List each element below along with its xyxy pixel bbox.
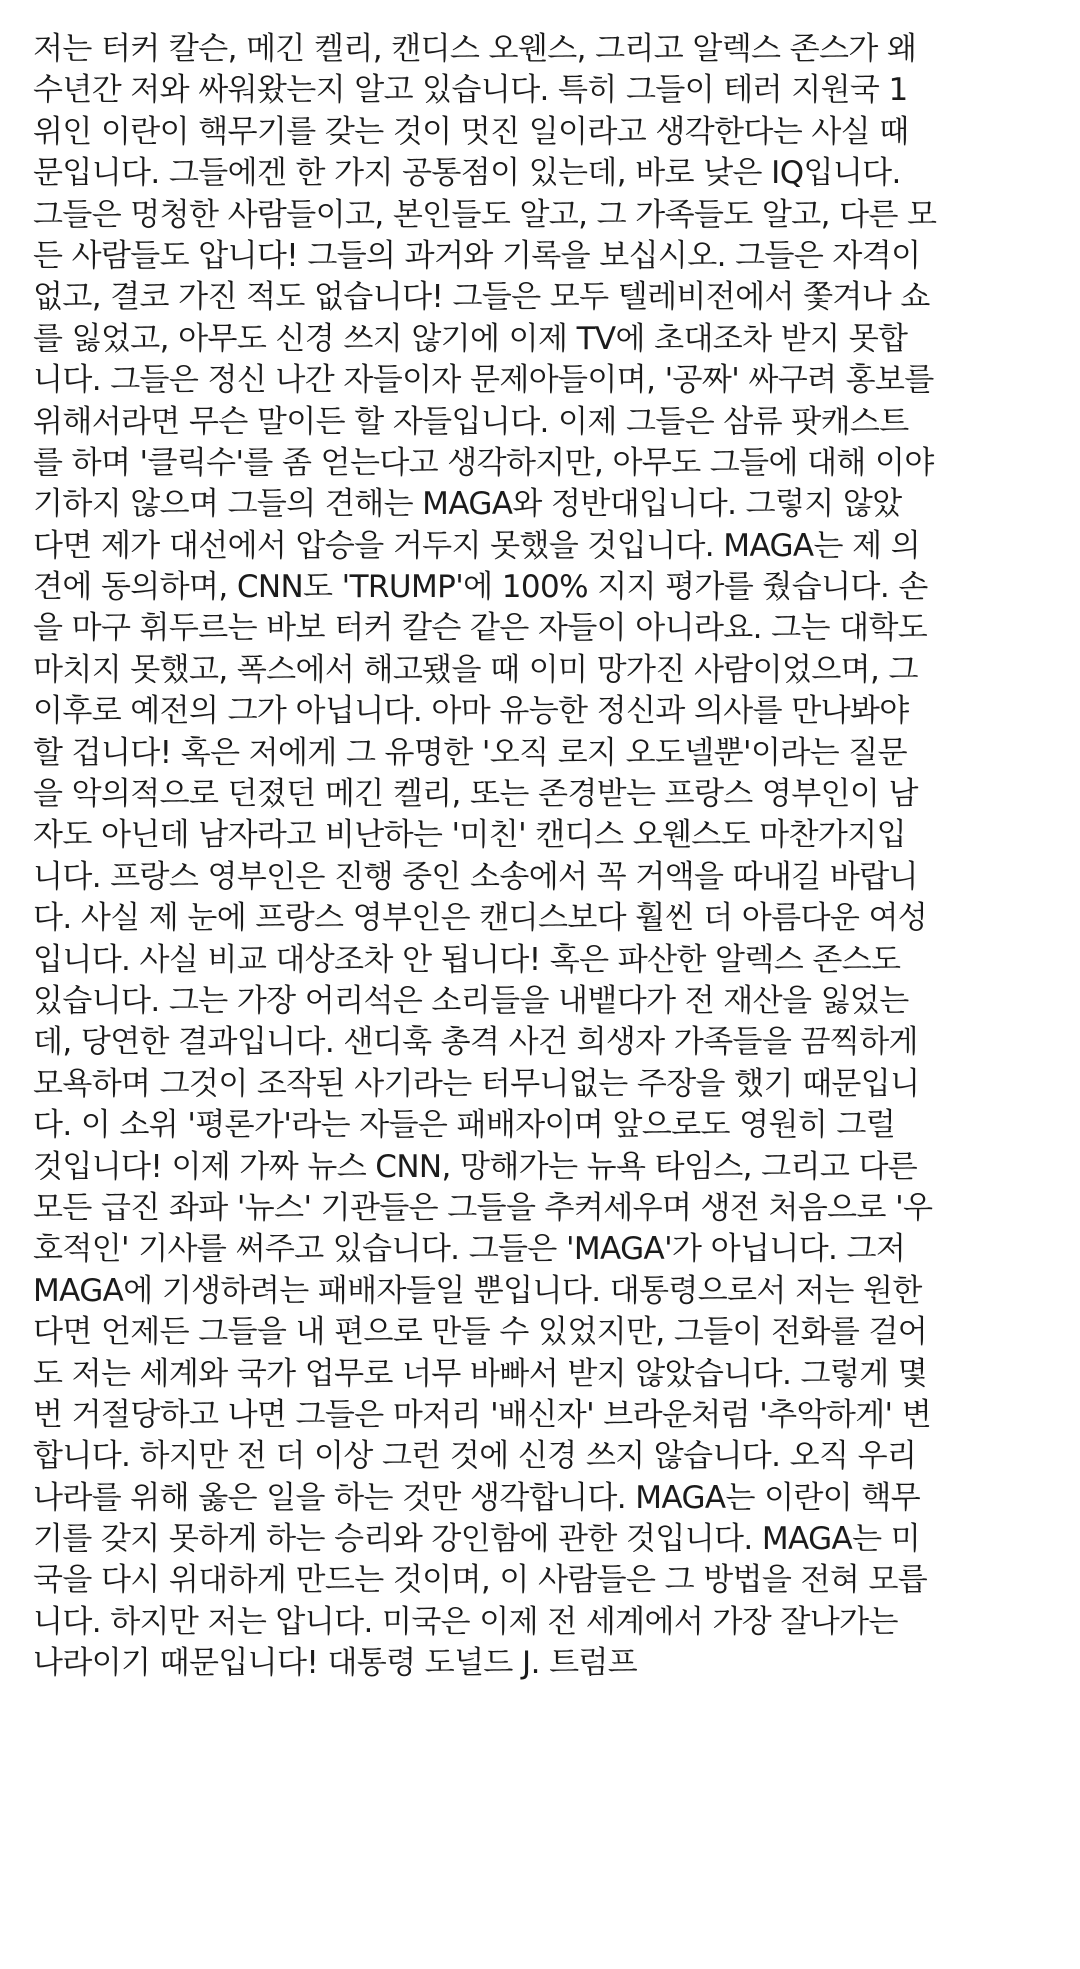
text-line: 그들은 멍청한 사람들이고, 본인들도 알고, 그 가족들도 알고, 다른 모 [33,196,937,233]
text-line: 저는 터커 칼슨, 메긴 켈리, 캔디스 오웬스, 그리고 알렉스 존스가 왜 [33,31,917,67]
text-line: 데, 당연한 결과입니다. 샌디훅 총격 사건 희생자 가족들을 끔찍하게 [33,1024,918,1061]
text-line: 를 잃었고, 아무도 신경 쓰지 않기에 이제 TV에 초대조차 받지 못합 [33,320,908,357]
text-line: 이후로 예전의 그가 아닙니다. 아마 유능한 정신과 의사를 만나봐야 [33,693,909,730]
text-line: 있습니다. 그는 가장 어리석은 소리들을 내뱉다가 전 재산을 잃었는 [33,982,909,1019]
text-line: 문입니다. 그들에겐 한 가지 공통점이 있는데, 바로 낮은 IQ입니다. [33,155,901,192]
post-body-text [33,29,1062,1685]
text-line: 나라이기 때문입니다! 대통령 도널드 J. 트럼프 [33,1645,638,1682]
text-line: 할 겁니다! 혹은 저에게 그 유명한 '오직 로지 오도넬뿐'이라는 질문 [33,734,907,771]
text-line: 모욕하며 그것이 조작된 사기라는 터무니없는 주장을 했기 때문입니 [33,1065,920,1102]
text-line: 기를 갖지 못하게 하는 승리와 강인함에 관한 것입니다. MAGA는 미 [33,1521,921,1558]
text-line: MAGA에 기생하려는 패배자들일 뿐입니다. 대통령으로서 저는 원한 [33,1272,922,1309]
text-line: 니다. 그들은 정신 나간 자들이자 문제아들이며, '공짜' 싸구려 홍보를 [33,362,934,399]
text-line: 번 거절당하고 나면 그들은 마저리 '배신자' 브라운처럼 '추악하게' 변 [33,1396,932,1433]
text-line: 마치지 못했고, 폭스에서 해고됐을 때 이미 망가진 사람이었으며, 그 [33,651,918,688]
text-line: 을 마구 휘두르는 바보 터커 칼슨 같은 자들이 아니라요. 그는 대학도 [33,610,928,647]
text-line: 기하지 않으며 그들의 견해는 MAGA와 정반대입니다. 그렇지 않았 [33,486,902,523]
text-line: 를 하며 '클릭수'를 좀 얻는다고 생각하지만, 아무도 그들에 대해 이야 [33,444,934,481]
text-line: 다면 언제든 그들을 내 편으로 만들 수 있었지만, 그들이 전화를 걸어 [33,1314,928,1351]
text-line: 다면 제가 대선에서 압승을 거두지 못했을 것입니다. MAGA는 제 의 [33,527,921,564]
text-line: 나라를 위해 옳은 일을 하는 것만 생각합니다. MAGA는 이란이 핵무 [33,1479,921,1516]
text-line: 입니다. 사실 비교 대상조차 안 됩니다! 혹은 파산한 알렉스 존스도 [33,941,901,978]
text-line: 다. 이 소위 '평론가'라는 자들은 패배자이며 앞으로도 영원히 그럴 [33,1107,896,1144]
text-line: 위해서라면 무슨 말이든 할 자들입니다. 이제 그들은 삼류 팟캐스트 [33,403,909,440]
text-line: 수년간 저와 싸워왔는지 알고 있습니다. 특히 그들이 테러 지원국 1 [33,72,908,109]
text-line: 다. 사실 제 눈에 프랑스 영부인은 캔디스보다 훨씬 더 아름다운 여성 [33,900,928,937]
text-line: 것입니다! 이제 가짜 뉴스 CNN, 망해가는 뉴욕 타임스, 그리고 다른 [33,1148,918,1185]
text-line: 호적인' 기사를 써주고 있습니다. 그들은 'MAGA'가 아닙니다. 그저 [33,1231,906,1268]
text-line: 위인 이란이 핵무기를 갖는 것이 멋진 일이라고 생각한다는 사실 때 [33,113,909,150]
text-line: 견에 동의하며, CNN도 'TRUMP'에 100% 지지 평가를 줬습니다. 손 [33,569,928,606]
text-line: 니다. 프랑스 영부인은 진행 중인 소송에서 꼭 거액을 따내길 바랍니 [33,858,918,895]
text-line: 모든 급진 좌파 '뉴스' 기관들은 그들을 추켜세우며 생전 처음으로 '우 [33,1189,933,1226]
text-line: 국을 다시 위대하게 만드는 것이며, 이 사람들은 그 방법을 전혀 모릅 [33,1562,928,1599]
text-line: 자도 아닌데 남자라고 비난하는 '미친' 캔디스 오웬스도 마찬가지입 [33,817,906,854]
text-line: 도 저는 세계와 국가 업무로 너무 바빠서 받지 않았습니다. 그렇게 몇 [33,1355,928,1392]
text-line: 을 악의적으로 던졌던 메긴 켈리, 또는 존경받는 프랑스 영부인이 남 [33,776,918,813]
text-line: 없고, 결코 가진 적도 없습니다! 그들은 모두 텔레비전에서 쫓겨나 쇼 [33,279,930,316]
text-line: 합니다. 하지만 전 더 이상 그런 것에 신경 쓰지 않습니다. 오직 우리 [33,1438,917,1475]
text-line: 니다. 하지만 저는 압니다. 미국은 이제 전 세계에서 가장 잘나가는 [33,1603,898,1640]
text-line: 든 사람들도 압니다! 그들의 과거와 기록을 보십시오. 그들은 자격이 [33,237,921,274]
